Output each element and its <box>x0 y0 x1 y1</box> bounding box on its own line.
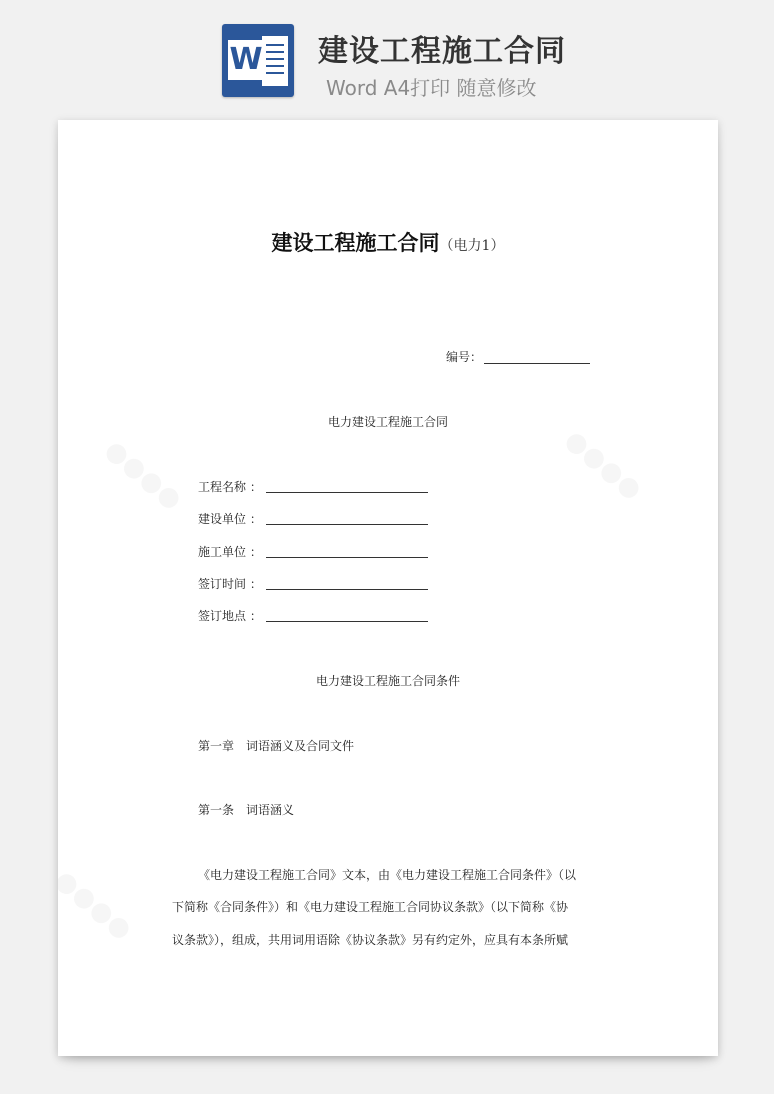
word-icon-letter: W <box>228 40 264 80</box>
contract-number-label: 编号： <box>446 350 483 364</box>
document-title-main: 建设工程施工合同 <box>271 231 440 255</box>
field-label-owner: 建设单位 ： <box>198 512 262 526</box>
field-blank-project-name <box>266 492 428 493</box>
paragraph-line: 议条款》），组成，共用词用语除《协议条款》另有约定外，应具有本条所赋 <box>172 933 569 947</box>
document-page <box>58 120 718 1056</box>
conditions-heading: 电力建设工程施工合同条件 <box>315 674 460 688</box>
watermark <box>99 434 188 515</box>
watermark <box>58 864 138 945</box>
header-subtitle: Word A4打印 随意修改 <box>326 76 537 100</box>
field-label-signing-date: 签订时间 ： <box>198 577 262 591</box>
field-label-contractor: 施工单位 ： <box>198 545 262 559</box>
field-label-signing-place: 签订地点 ： <box>198 609 262 623</box>
field-blank-signing-place <box>266 621 428 622</box>
field-blank-signing-date <box>266 589 428 590</box>
document-title <box>58 227 718 257</box>
field-blank-owner <box>266 524 428 525</box>
word-icon-page <box>262 36 288 86</box>
document-title-suffix: （电力1） <box>439 238 505 254</box>
paragraph-line: 下简称《合同条件》）和《电力建设工程施工合同协议条款》（以下简称《协 <box>172 900 569 914</box>
article-heading: 第一条 词语涵义 <box>198 803 295 817</box>
header-title: 建设工程施工合同 <box>318 34 566 69</box>
field-label-project-name: 工程名称 ： <box>198 480 262 494</box>
word-icon <box>222 24 294 97</box>
chapter-heading: 第一章 词语涵义及合同文件 <box>198 739 355 753</box>
template-header <box>0 0 774 110</box>
paragraph-line: 《电力建设工程施工合同》文本，由《电力建设工程施工合同条件》（以 <box>198 868 577 882</box>
contract-number-blank <box>484 363 590 364</box>
section-heading: 电力建设工程施工合同 <box>327 415 448 429</box>
field-blank-contractor <box>266 557 428 558</box>
watermark <box>559 424 648 505</box>
